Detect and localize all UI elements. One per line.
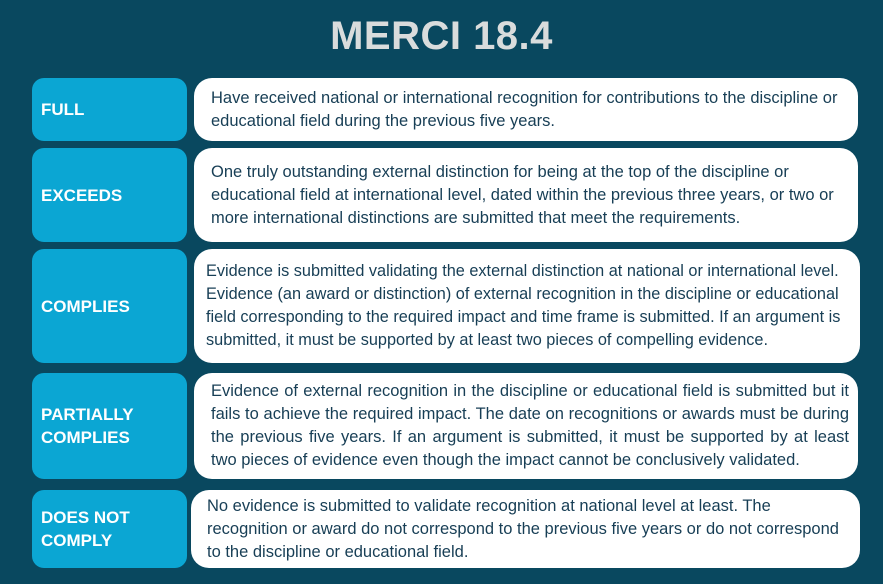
level-label-text: EXCEEDS: [41, 185, 123, 205]
level-description-complies: [194, 249, 860, 363]
level-label-partially-complies: [32, 373, 187, 479]
level-label-does-not-comply: [32, 490, 187, 568]
page-title: MERCI 18.4: [330, 14, 553, 58]
level-label-text: COMPLIES: [41, 296, 130, 316]
level-description-text: No evidence is submitted to validate recognition at national level at least. The recognition or award do not correspond to the previous five years or do not correspond to the discipline or educational field.: [207, 496, 839, 561]
level-label-complies: [32, 249, 187, 363]
level-label-text: PARTIALLY COMPLIES: [41, 405, 134, 447]
level-label-exceeds: [32, 148, 187, 242]
level-description-full: [194, 78, 858, 141]
level-description-text: Have received national or international recognition for contributions to the discipline or educational field during the previous five years.: [211, 88, 838, 130]
level-description-exceeds: [194, 148, 858, 242]
level-description-does-not-comply: [191, 490, 860, 568]
level-description-text: Evidence of external recognition in the discipline or educational field is submitted but it fails to achieve the required impact. The date on recognitions or awards must be during the previous five years. If an argument is submitted, it must be supported by at least two pieces of evidence even though the impact cannot be conclusively validated.: [211, 382, 849, 469]
level-label-text: FULL: [41, 100, 85, 119]
level-description-partially-complies: [194, 373, 858, 479]
level-description-text: One truly outstanding external distinction for being at the top of the discipline or educational field at international level, dated within the previous three years, or two or more international distinctions are submitted that meet the requirements.: [211, 162, 834, 227]
level-description-text: Evidence is submitted validating the external distinction at national or international level. Evidence (an award or distinction) of external recognition in the discipline or educational field corresponding to the required impact and time frame is submitted. If an argument is submitted, it must be supported by at least two pieces of compelling evidence.: [206, 262, 841, 349]
level-label-text: DOES NOT COMPLY: [41, 508, 130, 550]
level-label-full: [32, 78, 187, 141]
